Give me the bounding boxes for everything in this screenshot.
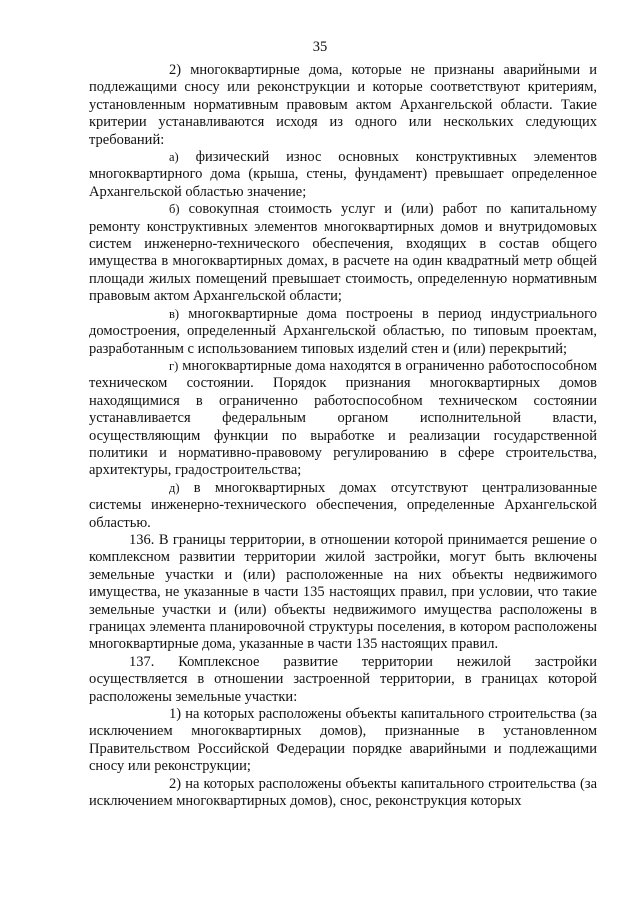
subitem-marker: д) xyxy=(169,480,180,495)
paragraph-subitem-b xyxy=(89,201,597,305)
paragraph-part-137 xyxy=(89,654,597,706)
paragraph-item-2-second xyxy=(89,776,597,811)
paragraph-subitem-d xyxy=(89,480,597,532)
paragraph-text: многоквартирные дома построены в период индустриального домостроения, определенный Архангельской областью, по типовым проектам, разработанным с использованием типовых изделий стен и (или) перекрытий; xyxy=(89,305,597,357)
paragraph-text: на которых расположены объекты капитального строительства (за исключением многоквартирных домов), снос, реконструкция которых xyxy=(89,775,598,810)
subitem-marker: б) xyxy=(169,202,180,217)
paragraph-part-136 xyxy=(89,532,597,654)
paragraph-text: 137. Комплексное развитие территории нежилой застройки осуществляется в отношении застроенной территории, в границах которой расположены земельные участки: xyxy=(89,653,597,705)
item-marker: 2) xyxy=(169,775,182,792)
paragraph-subitem-v xyxy=(89,306,597,358)
paragraph-text: совокупная стоимость услуг и (или) работ по капитальному ремонту конструктивных элементов многоквартирных домов и внутридомовых систем инженерно-технического обеспечения, входящих в состав общего имущества в многоквартирных домах, в расчете на один квадратный метр общей площади жилых помещений превышает стоимость, определенную нормативным правовым актом Архангельской области; xyxy=(89,201,597,305)
paragraph-text: 136. В границы территории, в отношении которой принимается решение о комплексном развитии территории жилой застройки, могут быть включены земельные участки и (или) расположенные на них объекты недвижимого имущества, не указанные в части 135 настоящих правил, при условии, что такие земельные участки и (или) объекты недвижимого имущества расположены в границах элемента планировочной структуры поселения, в котором расположены многоквартирные дома, указанные в части 135 настоящих правил. xyxy=(89,531,597,653)
paragraph-text: в многоквартирных домах отсутствуют централизованные системы инженерно-технического обеспечения, определенные Архангельской областью. xyxy=(89,479,598,531)
paragraph-subitem-a xyxy=(89,149,597,201)
paragraph-text: на которых расположены объекты капитального строительства (за исключением многоквартирных домов), признанные в установленном Правительством Российской Федерации порядке аварийными и подлежащими сносу или реконструкции; xyxy=(89,706,598,775)
item-marker: 1) xyxy=(169,706,182,723)
paragraph-text: многоквартирные дома, которые не признаны аварийными и подлежащими сносу или реконструкции и которые соответствуют критериям, установленным нормативным правовым актом Архангельской области. Такие критерии устанавливаются исходя из одного или нескольких следующих требований: xyxy=(89,62,597,148)
item-marker: 2) xyxy=(169,62,182,78)
subitem-marker: в) xyxy=(169,306,180,321)
subitem-marker: г) xyxy=(169,358,179,373)
page-number: 35 xyxy=(312,39,328,55)
subitem-marker: а) xyxy=(169,150,179,165)
paragraph-text: многоквартирные дома находятся в ограниченно работоспособном техническом состоянии. Порядок признания многоквартирных домов находящимися в ограниченно работоспособном техническом состоянии устанавливается федеральным органом исполнительной власти, осуществляющим функции по выработке и реализации государственной политики и нормативно-правовому регулированию в сфере строительства, архитектуры, градостроительства; xyxy=(89,357,597,479)
document-body xyxy=(89,62,597,810)
paragraph-item-1 xyxy=(89,706,597,776)
paragraph-subitem-g xyxy=(89,358,597,480)
paragraph-text: физический износ основных конструктивных элементов многоквартирного дома (крыша, стены, фундамент) превышает определенное Архангельской областью значение; xyxy=(89,149,597,200)
paragraph-item-2 xyxy=(89,62,597,149)
